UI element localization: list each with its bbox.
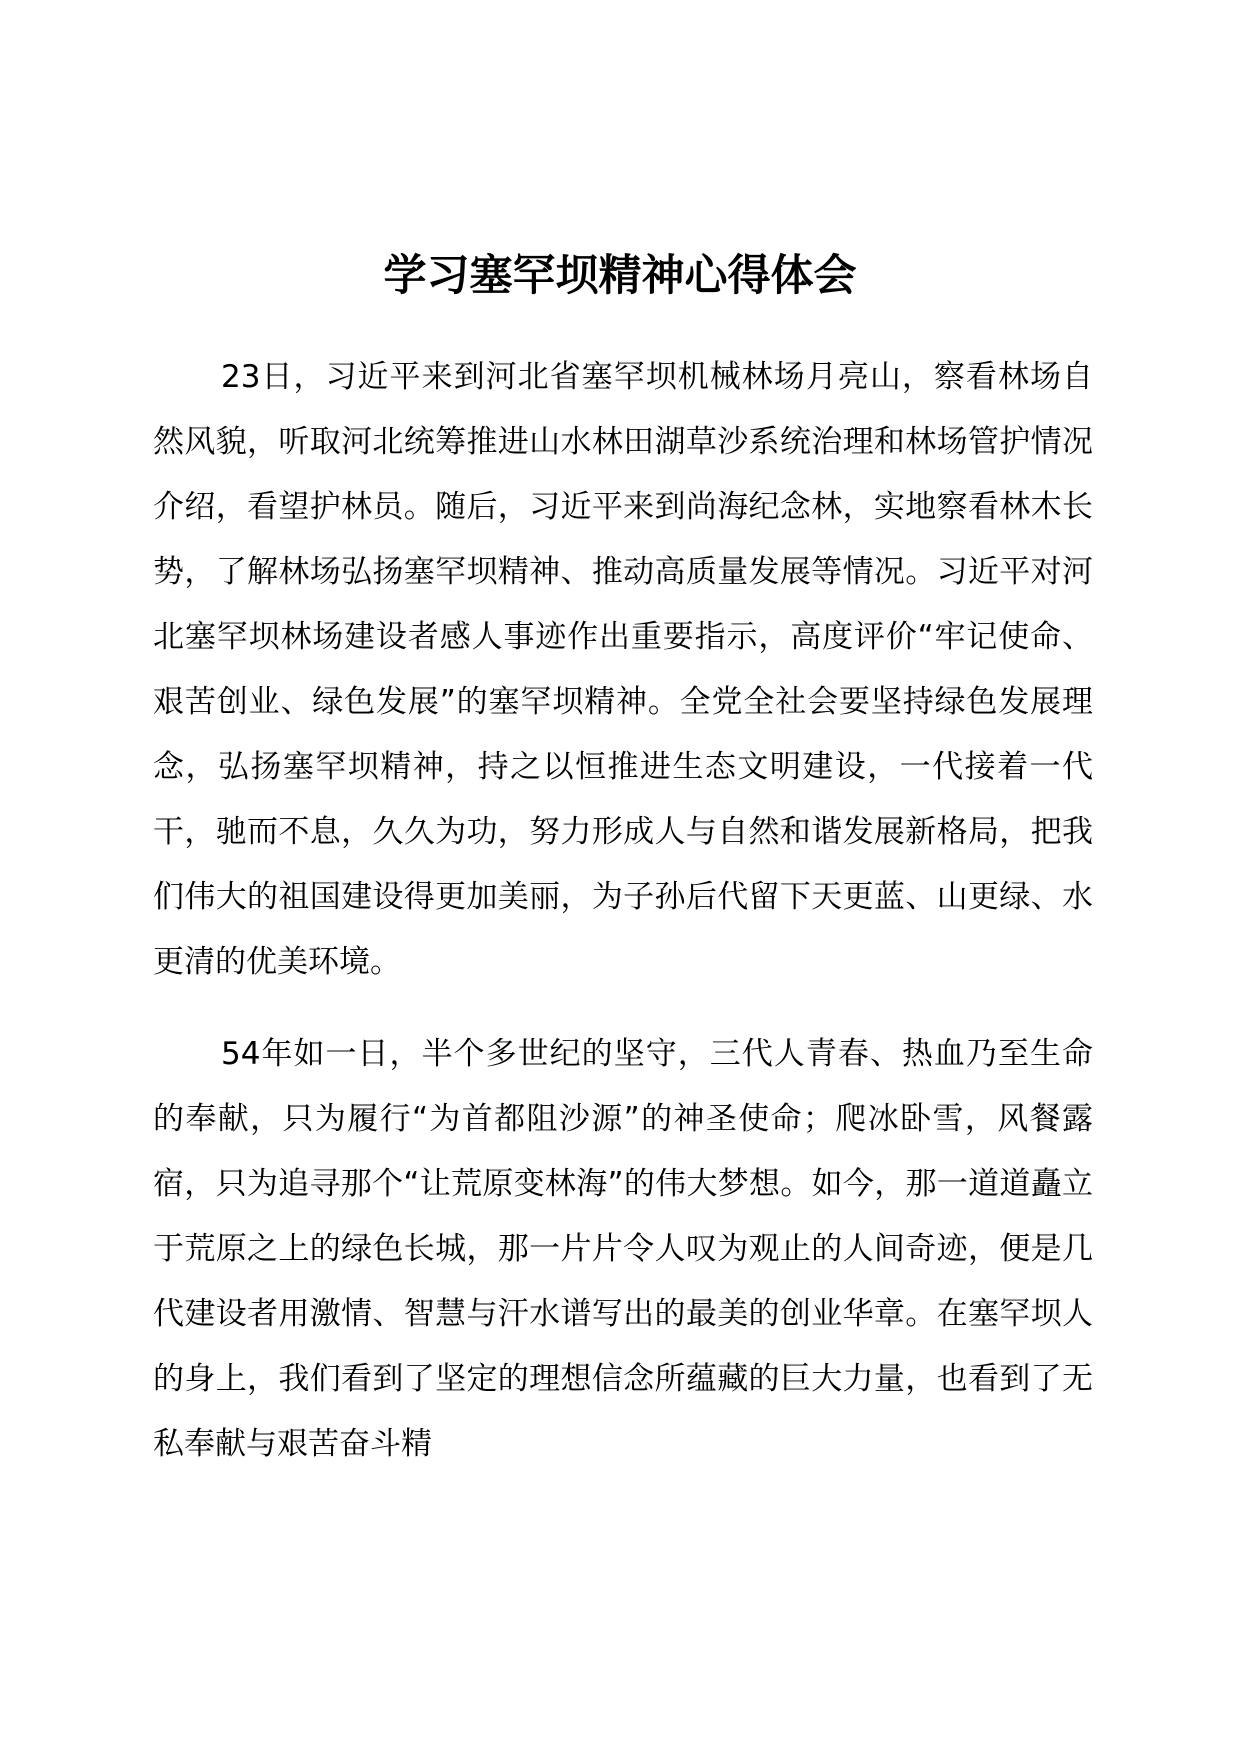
paragraph-1: 23日，习近平来到河北省塞罕坝机械林场月亮山，察看林场自然风貌，听取河北统筹推进山水林田湖草沙系统治理和林场管护情况介绍，看望护林员。随后，习近平来到尚海纪念林，实地察看林木长势，了解林场弘扬塞罕坝精神、推动高质量发展等情况。习近平对河北塞罕坝林场建设者感人事迹作出重要指示，高度评价“牢记使命、艰苦创业、绿色发展”的塞罕坝精神。全党全社会要坚持绿色发展理念，弘扬塞罕坝精神，持之以恒推进生态文明建设，一代接着一代干，驰而不息，久久为功，努力形成人与自然和谐发展新格局，把我们伟大的祖国建设得更加美丽，为子孙后代留下天更蓝、山更绿、水更清的优美环境。 xyxy=(153,359,1093,980)
paragraph-2: 54年如一日，半个多世纪的坚守，三代人青春、热血乃至生命的奉献，只为履行“为首都阻沙源”的神圣使命；爬冰卧雪，风餐露宿，只为追寻那个“让荒原变林海”的伟大梦想。如今，那一道道矗立于荒原之上的绿色长城，那一片片令人叹为观止的人间奇迹，便是几代建设者用激情、智慧与汗水谱写出的最美的创业华章。在塞罕坝人的身上，我们看到了坚定的理想信念所蕴藏的巨大力量，也看到了无私奉献与艰苦奋斗精 xyxy=(153,1036,1093,1462)
document-body xyxy=(153,345,1093,1477)
document-title: 学习塞罕坝精神心得体会 xyxy=(383,251,857,301)
